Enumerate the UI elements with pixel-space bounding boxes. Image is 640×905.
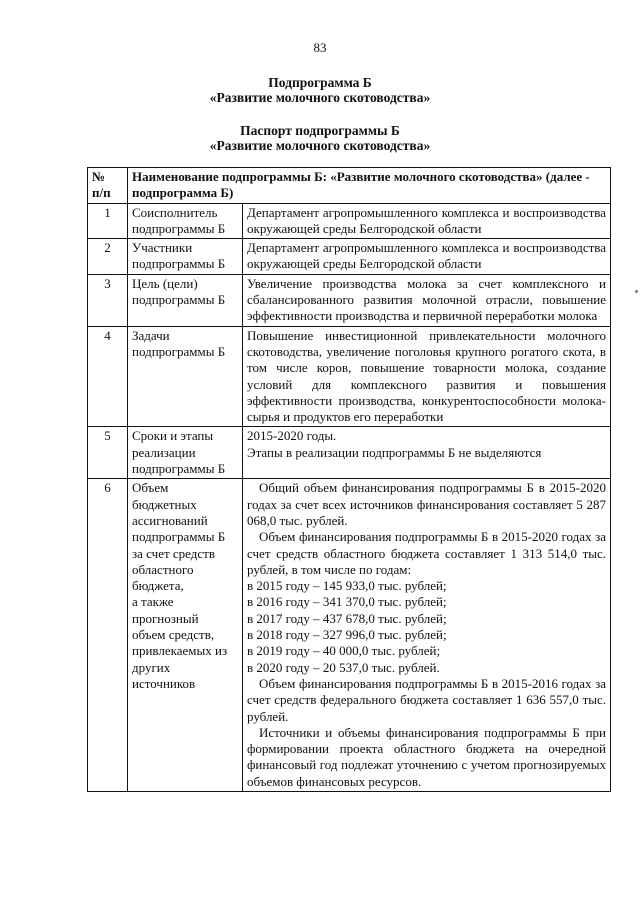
passport-title: Паспорт подпрограммы Б bbox=[240, 123, 400, 138]
subprogram-title: Подпрограмма Б bbox=[268, 75, 372, 90]
header-number-cell bbox=[88, 168, 128, 204]
table-row bbox=[88, 427, 611, 479]
row-label: Соисполнитель подпрограммы Б bbox=[128, 203, 243, 239]
label-line: подпрограммы Б bbox=[132, 529, 226, 545]
row-value: Повышение инвестиционной привлекательности молочного скотоводства, увеличение поголовья крупного рогатого скота, в том числе коров, повышение товарности молока, создание условий для комплексного развития и повышения эффективности производства, конкурентоспособности молока-сырья и продуктов его переработки bbox=[243, 326, 611, 427]
row-number: 3 bbox=[88, 274, 128, 326]
page-number: 83 bbox=[313, 40, 327, 55]
federal-budget-text: Объем финансирования подпрограммы Б в 2015-2016 годах за счет средств федерального бюджета составляет 1 636 557,0 тыс. рублей. bbox=[247, 675, 607, 724]
label-line: источников bbox=[132, 675, 196, 691]
passport-subprogram-name: «Развитие молочного скотоводства» bbox=[209, 138, 431, 153]
row-value: Увеличение производства молока за счет комплексного и сбалансированного развития молочной отрасли, повышение эффективности производства и первичной переработки молока bbox=[243, 274, 611, 326]
table-row bbox=[88, 239, 611, 275]
label-line: других bbox=[132, 659, 171, 675]
row-label: Сроки и этапы реализации подпрограммы Б bbox=[128, 427, 243, 479]
row-number: 2 bbox=[88, 239, 128, 275]
row-number: 4 bbox=[88, 326, 128, 427]
stages-text: Этапы в реализации подпрограммы Б не выделяются bbox=[247, 444, 542, 460]
row-value: Департамент агропромышленного комплекса и воспроизводства окружающей среды Белгородской области bbox=[243, 203, 611, 239]
label-line: областного bbox=[132, 561, 194, 577]
sources-note-text: Источники и объемы финансирования подпрограммы Б при формировании проекта областного бюджета на очередной финансовый год подлежат уточнению с учетом прогнозируемых объемов финансовых ресурсов. bbox=[247, 724, 607, 789]
label-line: бюджетных bbox=[132, 496, 197, 512]
passport-table bbox=[87, 167, 611, 792]
document-heading bbox=[0, 75, 640, 153]
scan-mark bbox=[635, 290, 638, 293]
label-line: прогнозный bbox=[132, 610, 199, 626]
year-amount: в 2018 году – 327 996,0 тыс. рублей; bbox=[247, 627, 447, 643]
total-financing-text: Общий объем финансирования подпрограммы Б в 2015-2020 годах за счет всех источников финансирования составляет 5 287 068,0 тыс. рублей. bbox=[247, 480, 607, 528]
row-label: Цель (цели) подпрограммы Б bbox=[128, 274, 243, 326]
row-number: 5 bbox=[88, 427, 128, 479]
year-amount: в 2019 году – 40 000,0 тыс. рублей; bbox=[247, 643, 441, 659]
label-line: за счет средств bbox=[132, 545, 215, 561]
row-number: 6 bbox=[88, 479, 128, 792]
table-row bbox=[88, 326, 611, 427]
year-amount: в 2015 году – 145 933,0 тыс. рублей; bbox=[247, 578, 447, 594]
year-amount: в 2016 году – 341 370,0 тыс. рублей; bbox=[247, 594, 447, 610]
header-number-label: п/п bbox=[92, 185, 111, 201]
row-number: 1 bbox=[88, 203, 128, 239]
label-line: Объем bbox=[132, 480, 169, 496]
label-line: объем средств, bbox=[132, 627, 215, 643]
period-text: 2015-2020 годы. bbox=[247, 428, 337, 444]
row-value bbox=[243, 479, 611, 792]
row-value bbox=[243, 427, 611, 479]
year-amount: в 2017 году – 437 678,0 тыс. рублей; bbox=[247, 610, 447, 626]
header-title-cell: Наименование подпрограммы Б: «Развитие молочного скотоводства» (далее - подпрограмма Б) bbox=[128, 168, 611, 204]
header-number-symbol: № bbox=[92, 169, 106, 184]
row-label bbox=[128, 479, 243, 792]
subprogram-name: «Развитие молочного скотоводства» bbox=[209, 90, 431, 105]
row-label: Задачи подпрограммы Б bbox=[128, 326, 243, 427]
regional-budget-text: Объем финансирования подпрограммы Б в 2015-2020 годах за счет средств областного бюджета составляет 1 313 514,0 тыс. рублей, в том числе по годам: bbox=[247, 529, 607, 577]
label-line: привлекаемых из bbox=[132, 643, 228, 659]
label-line: бюджета, bbox=[132, 578, 184, 594]
label-line: ассигнований bbox=[132, 512, 208, 528]
label-line: а также bbox=[132, 594, 174, 610]
row-label: Участники подпрограммы Б bbox=[128, 239, 243, 275]
table-row bbox=[88, 274, 611, 326]
table-row bbox=[88, 203, 611, 239]
row-value: Департамент агропромышленного комплекса и воспроизводства окружающей среды Белгородской области bbox=[243, 239, 611, 275]
table-row bbox=[88, 479, 611, 792]
table-header-row bbox=[88, 168, 611, 204]
year-amount: в 2020 году – 20 537,0 тыс. рублей. bbox=[247, 659, 440, 675]
